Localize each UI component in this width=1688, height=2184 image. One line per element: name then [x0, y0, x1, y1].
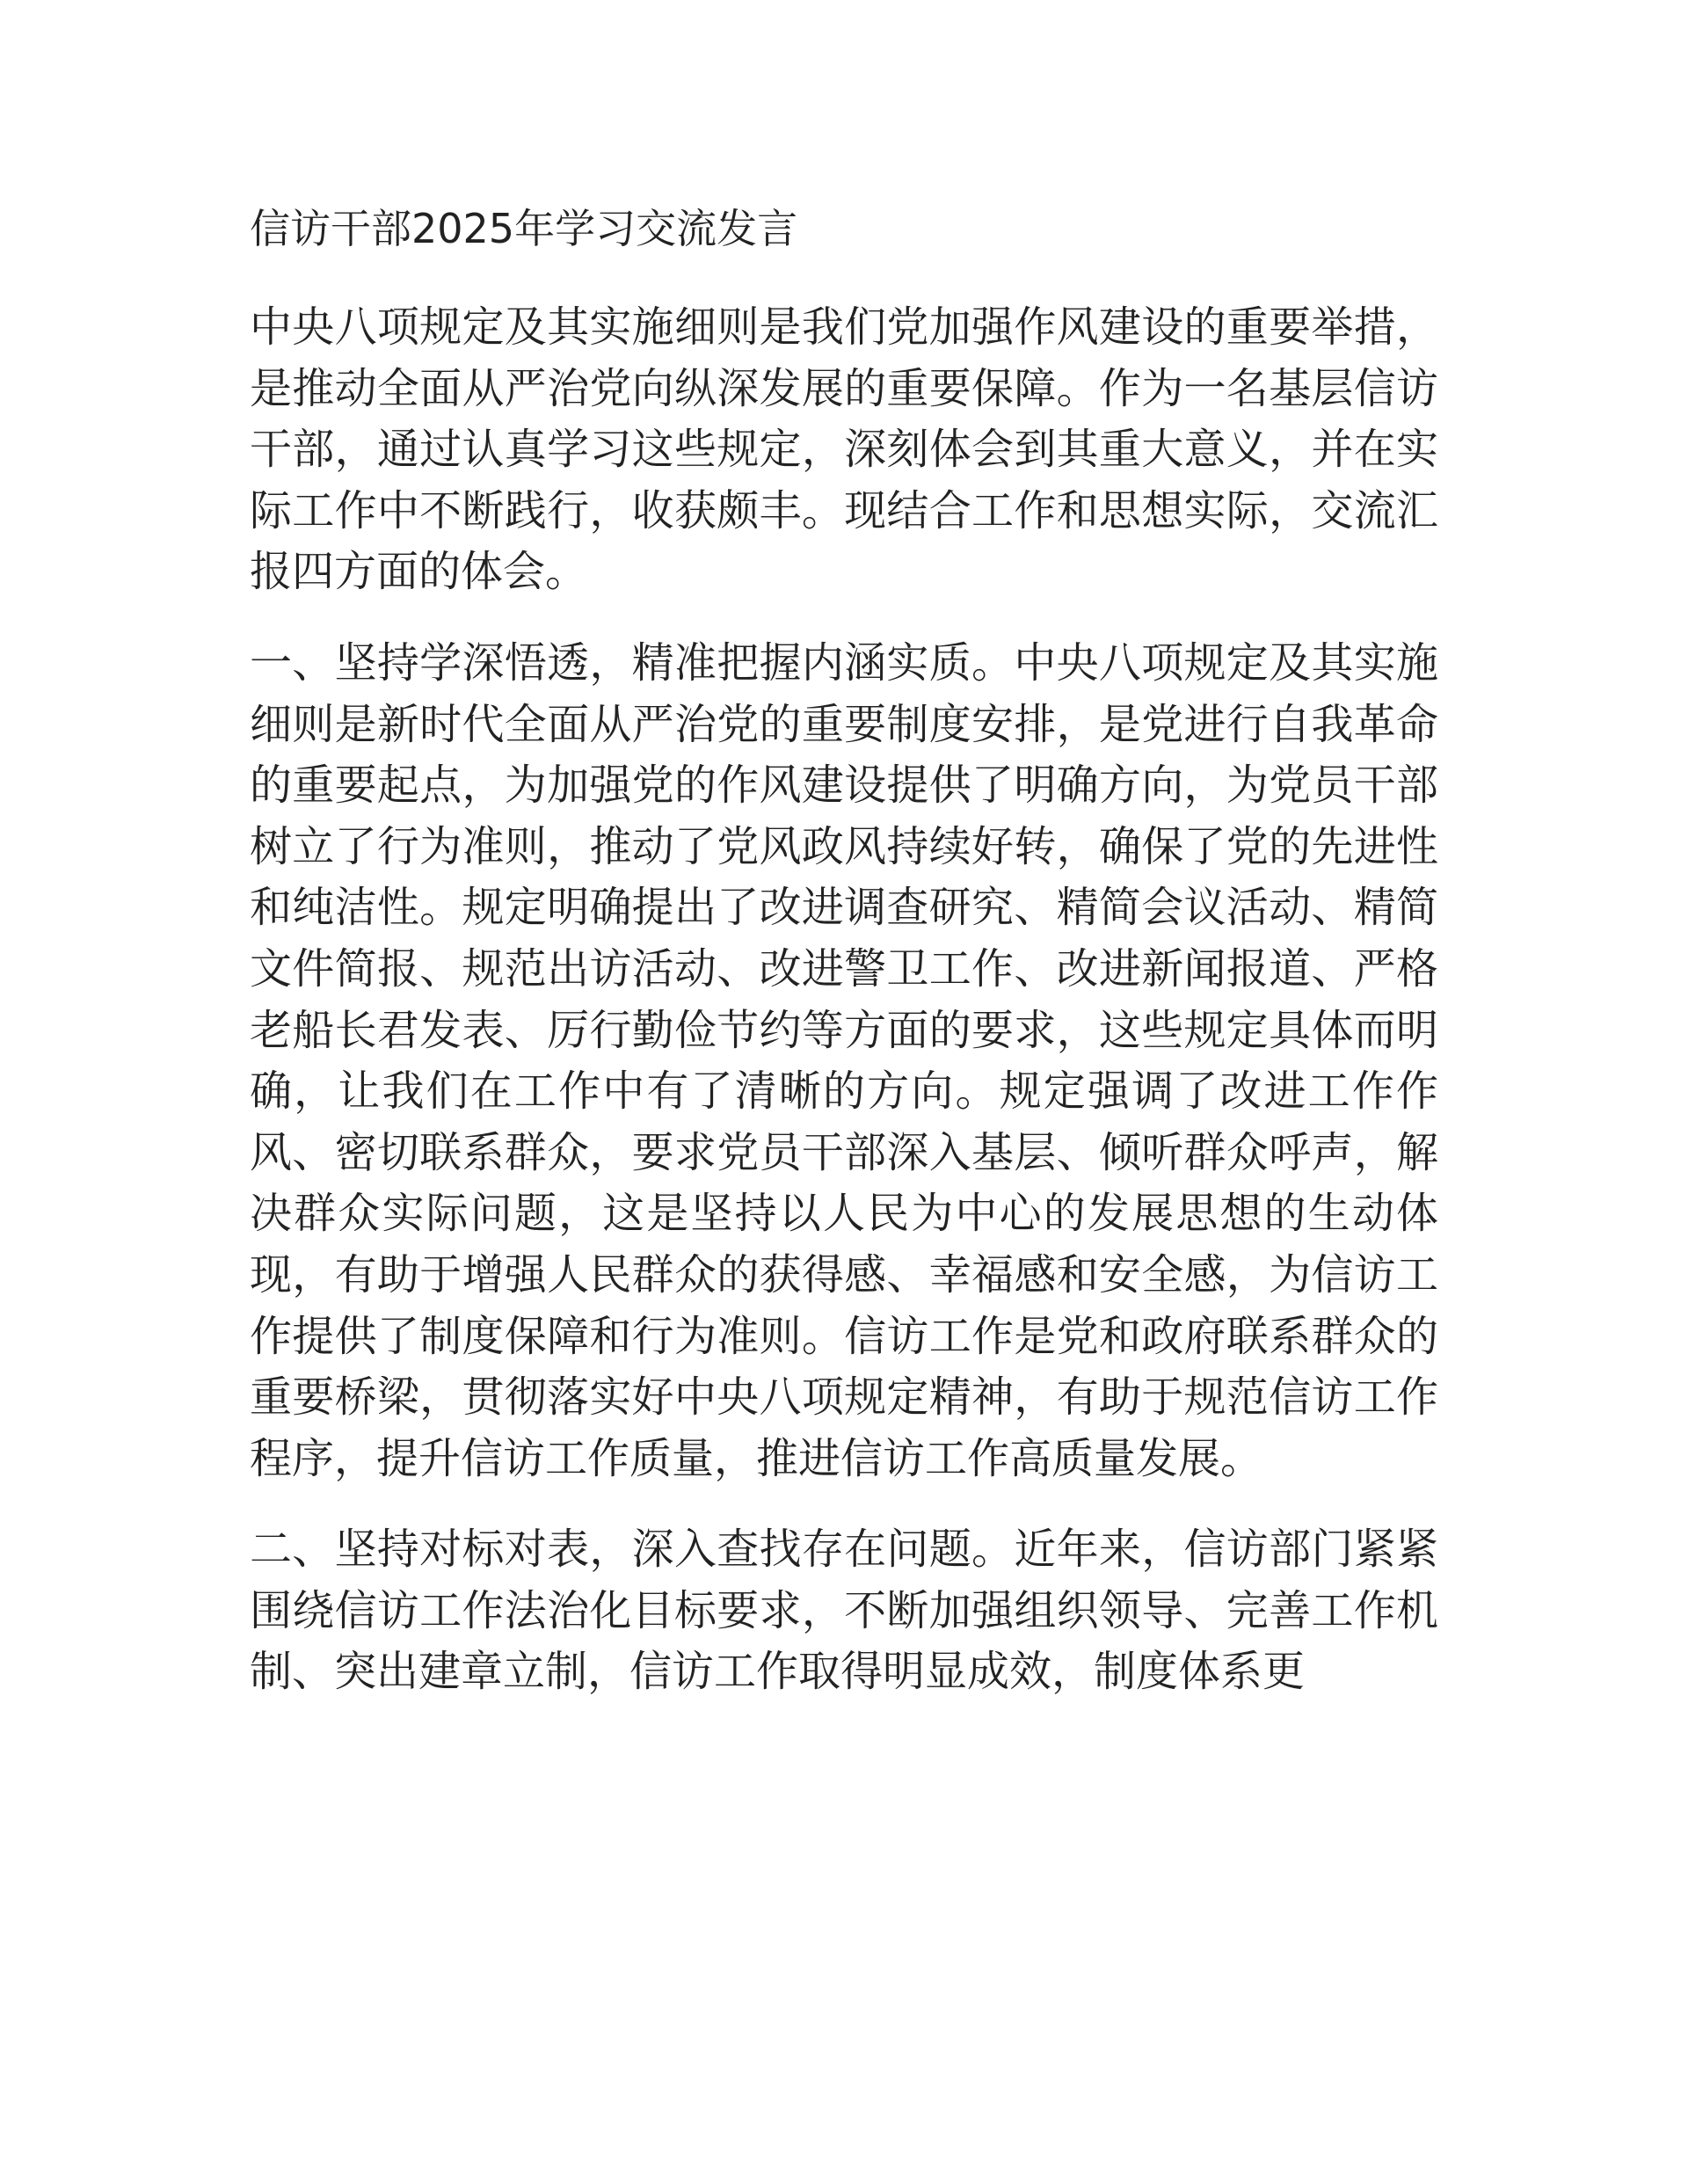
intro-paragraph: 中央八项规定及其实施细则是我们党加强作风建设的重要举措，是推动全面从严治党向纵深发展的重要保障。作为一名基层信访干部，通过认真学习这些规定，深刻体会到其重大意义，并在实际工作中不断践行，收获颇丰。现结合工作和思想实际，交流汇报四方面的体会。 — [250, 302, 1438, 597]
document-title: 信访干部2025年学习交流发言 — [250, 205, 798, 252]
section-one-paragraph: 一、坚持学深悟透，精准把握内涵实质。中央八项规定及其实施细则是新时代全面从严治党的重要制度安排，是党进行自我革命的重要起点，为加强党的作风建设提供了明确方向，为党员干部树立了行为准则，推动了党风政风持续好转，确保了党的先进性和纯洁性。规定明确提出了改进调查研究、精简会议活动、精简文件简报、规范出访活动、改进警卫工作、改进新闻报道、严格老船长君发表、厉行勤俭节约等方面的要求，这些规定具体而明确，让我们在工作中有了清晰的方向。规定强调了改进工作作风、密切联系群众，要求党员干部深入基层、倾听群众呼声，解决群众实际问题，这是坚持以人民为中心的发展思想的生动体现，有助于增强人民群众的获得感、幸福感和安全感，为信访工作提供了制度保障和行为准则。信访工作是党和政府联系群众的重要桥梁，贯彻落实好中央八项规定精神，有助于规范信访工作程序，提升信访工作质量，推进信访工作高质量发展。 — [250, 637, 1438, 1483]
section-two-paragraph: 二、坚持对标对表，深入查找存在问题。近年来，信访部门紧紧围绕信访工作法治化目标要求，不断加强组织领导、完善工作机制、突出建章立制，信访工作取得明显成效，制度体系更 — [250, 1525, 1438, 1697]
document-body — [250, 200, 1438, 1733]
